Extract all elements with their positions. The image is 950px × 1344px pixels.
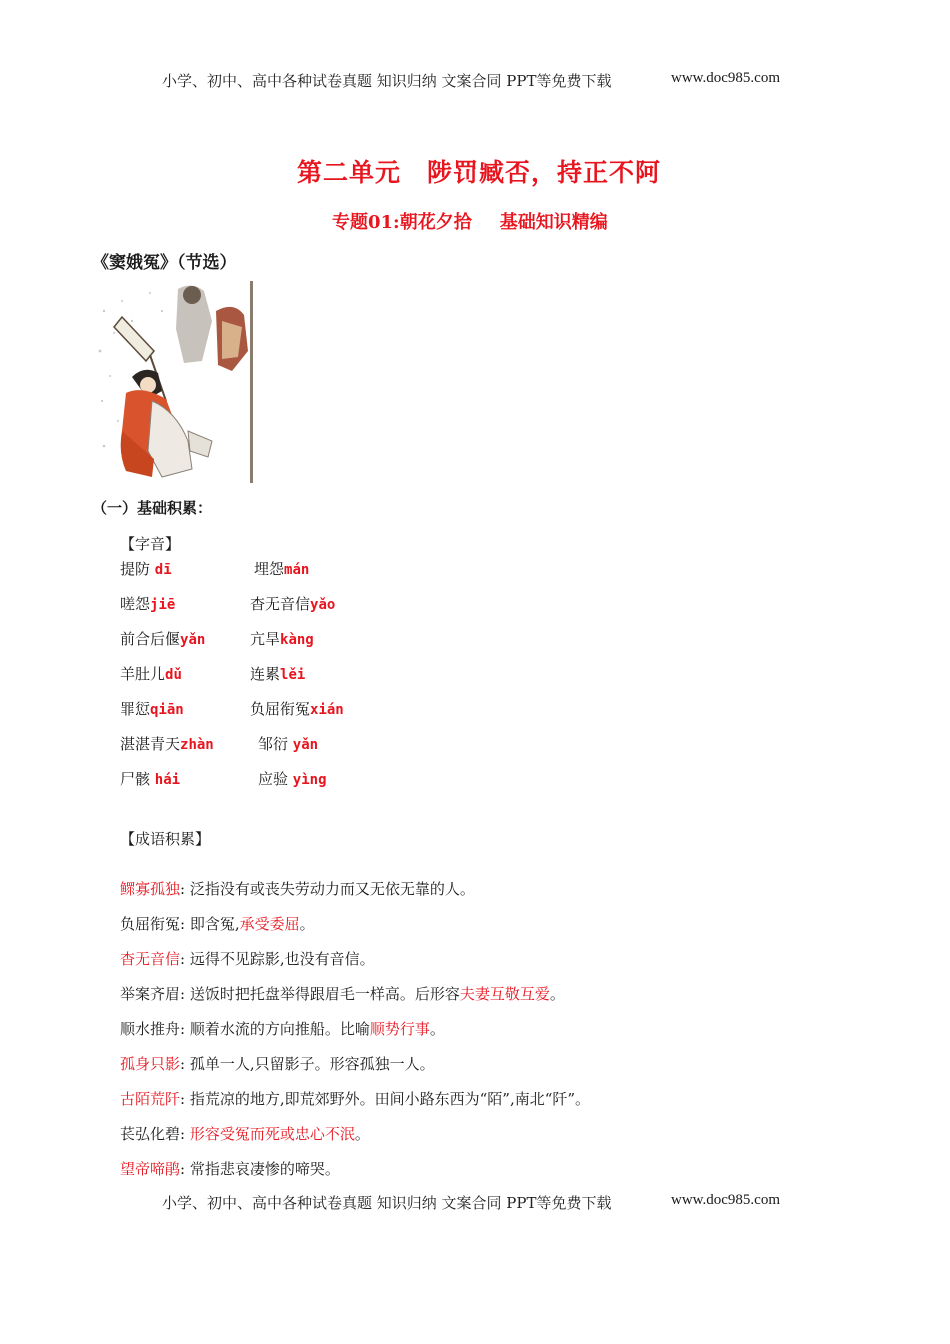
pron-item: 亢旱kàng bbox=[250, 630, 314, 648]
header-url[interactable]: www.doc985.com bbox=[671, 70, 781, 86]
pron-item: 连累lěi bbox=[250, 665, 306, 683]
idiom-item: 孤身只影: 孤单一人,只留影子。形容孤独一人。 bbox=[120, 1055, 435, 1073]
footer-text: 小学、初中、高中各种试卷真题 知识归纳 文案合同 PPT等免费下载 bbox=[162, 1194, 612, 1212]
idiom-item: 顺水推舟: 顺着水流的方向推船。比喻顺势行事。 bbox=[120, 1020, 445, 1038]
idiom-item: 古陌荒阡: 指荒凉的地方,即荒郊野外。田间小路东西为“陌”,南北“阡”。 bbox=[120, 1090, 591, 1108]
idiom-item: 苌弘化碧: 形容受冤而死或忠心不泯。 bbox=[120, 1125, 370, 1143]
idiom-item: 杳无音信: 远得不见踪影,也没有音信。 bbox=[120, 950, 375, 968]
idiom-item: 举案齐眉: 送饭时把托盘举得跟眉毛一样高。后形容夫妻互敬互爱。 bbox=[120, 985, 565, 1003]
illustration-image bbox=[92, 281, 254, 483]
page-footer bbox=[162, 1192, 612, 1213]
pron-item: 前合后偃yǎn bbox=[120, 630, 206, 648]
pron-item: 湛湛青天zhàn bbox=[120, 735, 214, 753]
pron-item: 嗟怨jiē bbox=[120, 595, 176, 613]
pronunciation-heading: 【字音】 bbox=[120, 535, 181, 553]
page-header bbox=[162, 70, 612, 91]
idiom-item: 望帝啼鹃: 常指悲哀凄惨的啼哭。 bbox=[120, 1160, 340, 1178]
pron-item: 负屈衔冤xián bbox=[250, 700, 344, 718]
header-text: 小学、初中、高中各种试卷真题 知识归纳 文案合同 PPT等免费下载 bbox=[162, 72, 612, 90]
footer-url[interactable]: www.doc985.com bbox=[671, 1192, 781, 1208]
section-label: 基础知识精编 bbox=[499, 212, 608, 233]
pron-item: 邹衍 yǎn bbox=[258, 735, 319, 753]
pron-item: 埋怨mán bbox=[254, 560, 310, 578]
idioms-heading: 【成语积累】 bbox=[120, 830, 211, 848]
page-subtitle bbox=[332, 208, 608, 234]
page-title bbox=[297, 153, 661, 189]
unit-theme: 陟罚臧否，持正不阿 bbox=[427, 158, 662, 187]
pron-item: 应验 yìng bbox=[258, 770, 327, 788]
pron-item: 羊肚儿dǔ bbox=[120, 665, 182, 683]
pron-item: 提防 dī bbox=[120, 560, 172, 578]
section-heading: （一）基础积累： bbox=[92, 499, 213, 517]
pron-item: 尸骸 hái bbox=[120, 770, 181, 788]
pron-item: 罪愆qiān bbox=[120, 700, 184, 718]
idiom-item: 负屈衔冤: 即含冤,承受委屈。 bbox=[120, 915, 315, 933]
idiom-item: 鳏寡孤独: 泛指没有或丧失劳动力而又无依无靠的人。 bbox=[120, 880, 475, 898]
work-title: 《窦娥冤》（节选） bbox=[92, 253, 237, 273]
topic-label: 专题01:朝花夕拾 bbox=[332, 212, 472, 233]
unit-label: 第二单元 bbox=[297, 158, 402, 187]
pron-item: 杳无音信yǎo bbox=[250, 595, 336, 613]
